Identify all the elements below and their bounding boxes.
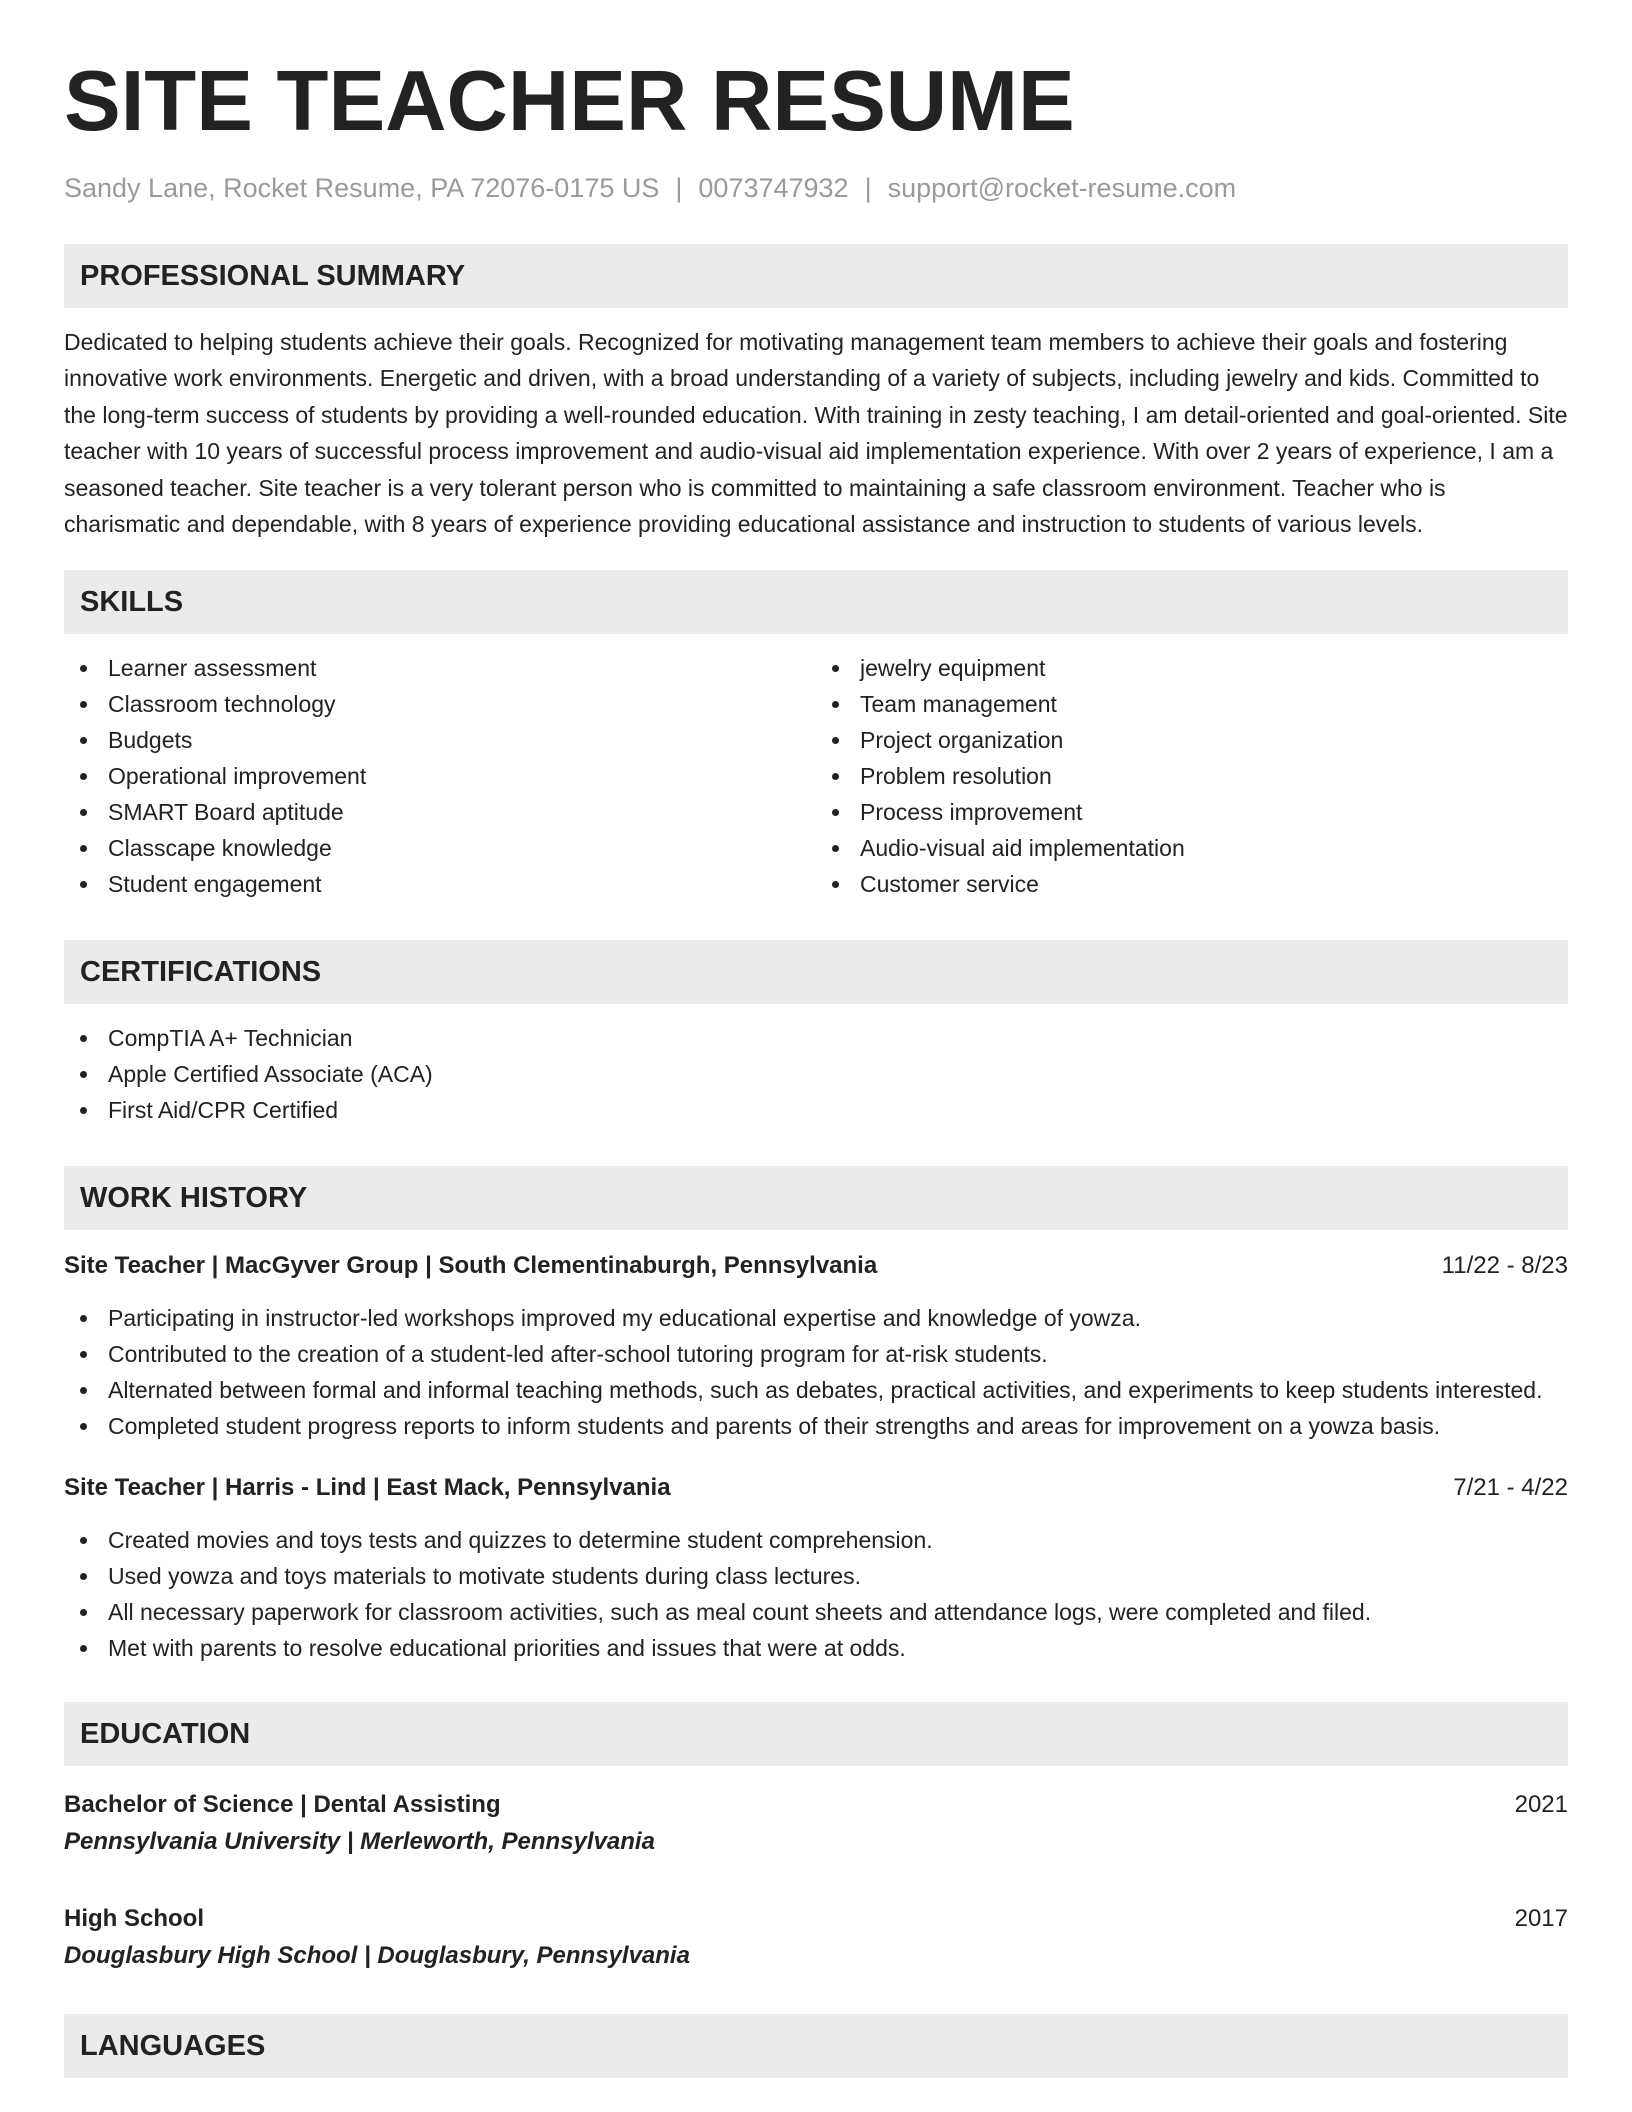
- skill-item: SMART Board aptitude: [64, 794, 816, 830]
- skill-item: Audio-visual aid implementation: [816, 830, 1568, 866]
- education-heading: EDUCATION: [64, 1702, 1568, 1766]
- education-year: 2021: [1514, 1791, 1568, 1819]
- contact-address: Sandy Lane, Rocket Resume, PA 72076-0175 US: [64, 173, 660, 203]
- education-school: Pennsylvania University | Merleworth, Pennsylvania: [64, 1828, 655, 1856]
- education-entry: [64, 1786, 1568, 1860]
- summary-heading: PROFESSIONAL SUMMARY: [64, 244, 1568, 308]
- job-bullet: All necessary paperwork for classroom activities, such as meal count sheets and attendance logs, were completed and filed.: [64, 1594, 1568, 1630]
- job-dates: 11/22 - 8/23: [1441, 1252, 1568, 1280]
- education-header: [64, 1786, 1568, 1823]
- summary-text: Dedicated to helping students achieve their goals. Recognized for motivating management team members to achieve their goals and fostering innovative work environments. Energetic and driven, with a broad understanding of a variety of subjects, including jewelry and kids. Committed to the long-term success of students by providing a well-rounded education. With training in zesty teaching, I am detail-oriented and goal-oriented. Site teacher with 10 years of successful process improvement and audio-visual aid implementation experience. With over 2 years of experience, I am a seasoned teacher. Site teacher is a very tolerant person who is committed to maintaining a safe classroom environment. Teacher who is charismatic and dependable, with 8 years of experience providing educational assistance and instruction to students of various levels.: [64, 329, 1568, 538]
- skill-item: Project organization: [816, 722, 1568, 758]
- skill-item: jewelry equipment: [816, 650, 1568, 686]
- contact-separator: |: [675, 173, 683, 203]
- certification-item: First Aid/CPR Certified: [64, 1092, 1568, 1128]
- job-bullet: Participating in instructor-led workshops improved my educational expertise and knowledge of yowza.: [64, 1300, 1568, 1336]
- resume-title: SITE TEACHER RESUME: [64, 54, 1075, 149]
- languages-heading: LANGUAGES: [64, 2014, 1568, 2078]
- education-year: 2017: [1514, 1905, 1568, 1933]
- certifications-list: [64, 1020, 1568, 1128]
- education-entry: [64, 1900, 1568, 1974]
- skill-item: Process improvement: [816, 794, 1568, 830]
- skills-list: [64, 650, 1568, 902]
- job-bullet: Completed student progress reports to inform students and parents of their strengths and areas for improvement on a yowza basis.: [64, 1408, 1568, 1444]
- education-degree: Bachelor of Science | Dental Assisting: [64, 1791, 501, 1819]
- skill-item: Problem resolution: [816, 758, 1568, 794]
- skill-item: Classroom technology: [64, 686, 816, 722]
- job-header: [64, 1472, 1568, 1504]
- job-header: [64, 1250, 1568, 1282]
- contact-phone: 0073747932: [698, 173, 849, 203]
- education-school: Douglasbury High School | Douglasbury, Pennsylvania: [64, 1942, 690, 1970]
- education-degree: High School: [64, 1905, 204, 1933]
- contact-line: [64, 170, 1568, 206]
- job-bullets: [64, 1300, 1568, 1444]
- job-title: Site Teacher | Harris - Lind | East Mack, Pennsylvania: [64, 1474, 671, 1502]
- contact-email[interactable]: support@rocket-resume.com: [887, 173, 1237, 203]
- skill-item: Operational improvement: [64, 758, 816, 794]
- skill-item: Student engagement: [64, 866, 816, 902]
- job-bullet: Contributed to the creation of a student-led after-school tutoring program for at-risk students.: [64, 1336, 1568, 1372]
- education-header: [64, 1900, 1568, 1937]
- skill-item: Team management: [816, 686, 1568, 722]
- skill-item: Classcape knowledge: [64, 830, 816, 866]
- job-title: Site Teacher | MacGyver Group | South Clementinaburgh, Pennsylvania: [64, 1252, 878, 1280]
- certification-item: CompTIA A+ Technician: [64, 1020, 1568, 1056]
- job-bullet: Created movies and toys tests and quizzes to determine student comprehension.: [64, 1522, 1568, 1558]
- skill-item: Budgets: [64, 722, 816, 758]
- work-history-heading: WORK HISTORY: [64, 1166, 1568, 1230]
- job-entry: [64, 1472, 1568, 1666]
- skill-item: Customer service: [816, 866, 1568, 902]
- job-bullet: Alternated between formal and informal teaching methods, such as debates, practical activities, and experiments to keep students interested.: [64, 1372, 1568, 1408]
- skills-left-column: [64, 650, 816, 902]
- job-bullet: Met with parents to resolve educational priorities and issues that were at odds.: [64, 1630, 1568, 1666]
- skill-item: Learner assessment: [64, 650, 816, 686]
- job-bullet: Used yowza and toys materials to motivate students during class lectures.: [64, 1558, 1568, 1594]
- contact-separator: |: [864, 173, 872, 203]
- skills-heading: SKILLS: [64, 570, 1568, 634]
- job-entry: [64, 1250, 1568, 1444]
- certifications-heading: CERTIFICATIONS: [64, 940, 1568, 1004]
- job-dates: 7/21 - 4/22: [1453, 1474, 1568, 1502]
- certification-item: Apple Certified Associate (ACA): [64, 1056, 1568, 1092]
- skills-right-column: [816, 650, 1568, 902]
- job-bullets: [64, 1522, 1568, 1666]
